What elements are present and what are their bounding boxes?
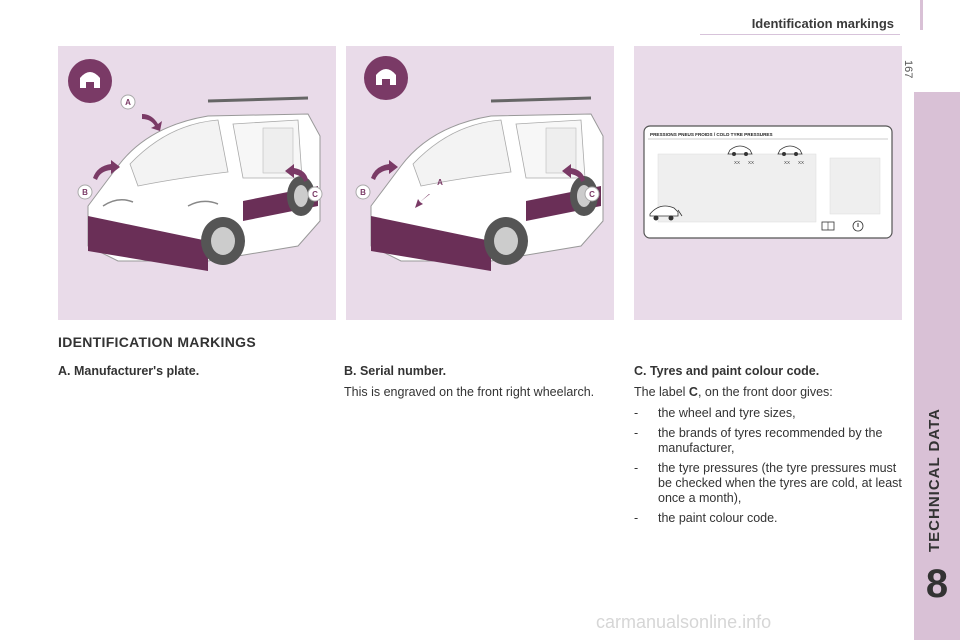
arrow-icon xyxy=(142,114,162,131)
chapter-sidebar xyxy=(914,92,960,640)
tyre-pressure-label-illustration xyxy=(634,46,902,320)
item-c-intro-label: C xyxy=(688,385,698,399)
callout-label: B xyxy=(360,188,366,197)
van-drawing xyxy=(88,98,320,271)
sidebar-tab xyxy=(920,0,923,30)
van-drawing xyxy=(371,98,603,271)
callout-a-marker xyxy=(121,95,162,131)
page-number: 167 xyxy=(902,60,914,79)
vehicle-illustration-a xyxy=(58,46,336,320)
tyre-warning-icon xyxy=(853,221,863,231)
section-heading: IDENTIFICATION MARKINGS xyxy=(58,334,256,350)
item-b-body: This is engraved on the front right wheelarch. xyxy=(344,385,595,399)
item-c-list xyxy=(634,406,904,526)
item-a-title: A. Manufacturer's plate. xyxy=(58,364,200,378)
tyre-value: XX xyxy=(748,160,755,165)
item-c-intro-after: , on the front door gives: xyxy=(697,385,833,399)
label-title: PRESSIONS PNEUS FROIDS / COLD TYRE PRESSURES xyxy=(650,132,773,137)
callout-label: C xyxy=(589,190,595,199)
callout-label: A xyxy=(125,98,131,107)
tyre-value: XX xyxy=(734,160,741,165)
list-item: - the wheel and tyre sizes, xyxy=(634,406,904,421)
manual-book-icon xyxy=(822,222,834,230)
callout-label: A xyxy=(437,178,443,187)
list-item: - the tyre pressures (the tyre pressures must be checked when the tyres are cold, at least once a month), xyxy=(634,461,904,506)
item-b-title: B. Serial number. xyxy=(344,364,447,378)
header-divider xyxy=(700,34,900,35)
list-item: - the paint colour code. xyxy=(634,511,904,526)
chapter-number: 8 xyxy=(925,562,949,606)
item-c-title: C. Tyres and paint colour code. xyxy=(634,364,820,378)
hand-gesture-icon xyxy=(364,56,408,100)
tyre-value: XX xyxy=(798,160,805,165)
callout-label: B xyxy=(82,188,88,197)
chapter-title: TECHNICAL DATA xyxy=(926,408,943,552)
tyre-value: XX xyxy=(784,160,791,165)
page-header-title: Identification markings xyxy=(751,16,894,31)
list-item: - the brands of tyres recommended by the manufacturer, xyxy=(634,426,904,456)
item-c-intro-before: The label xyxy=(634,385,689,399)
tyre-pressure-label xyxy=(644,126,892,238)
item-c-intro xyxy=(634,385,904,400)
watermark: carmanualsonline.info xyxy=(596,612,772,632)
vehicle-illustration-b xyxy=(346,46,614,320)
column-serial-number xyxy=(344,364,614,400)
column-manufacturers-plate xyxy=(58,364,328,385)
column-tyres-paint-code xyxy=(634,364,904,531)
callout-label: C xyxy=(312,190,318,199)
hand-gesture-icon xyxy=(68,59,112,103)
